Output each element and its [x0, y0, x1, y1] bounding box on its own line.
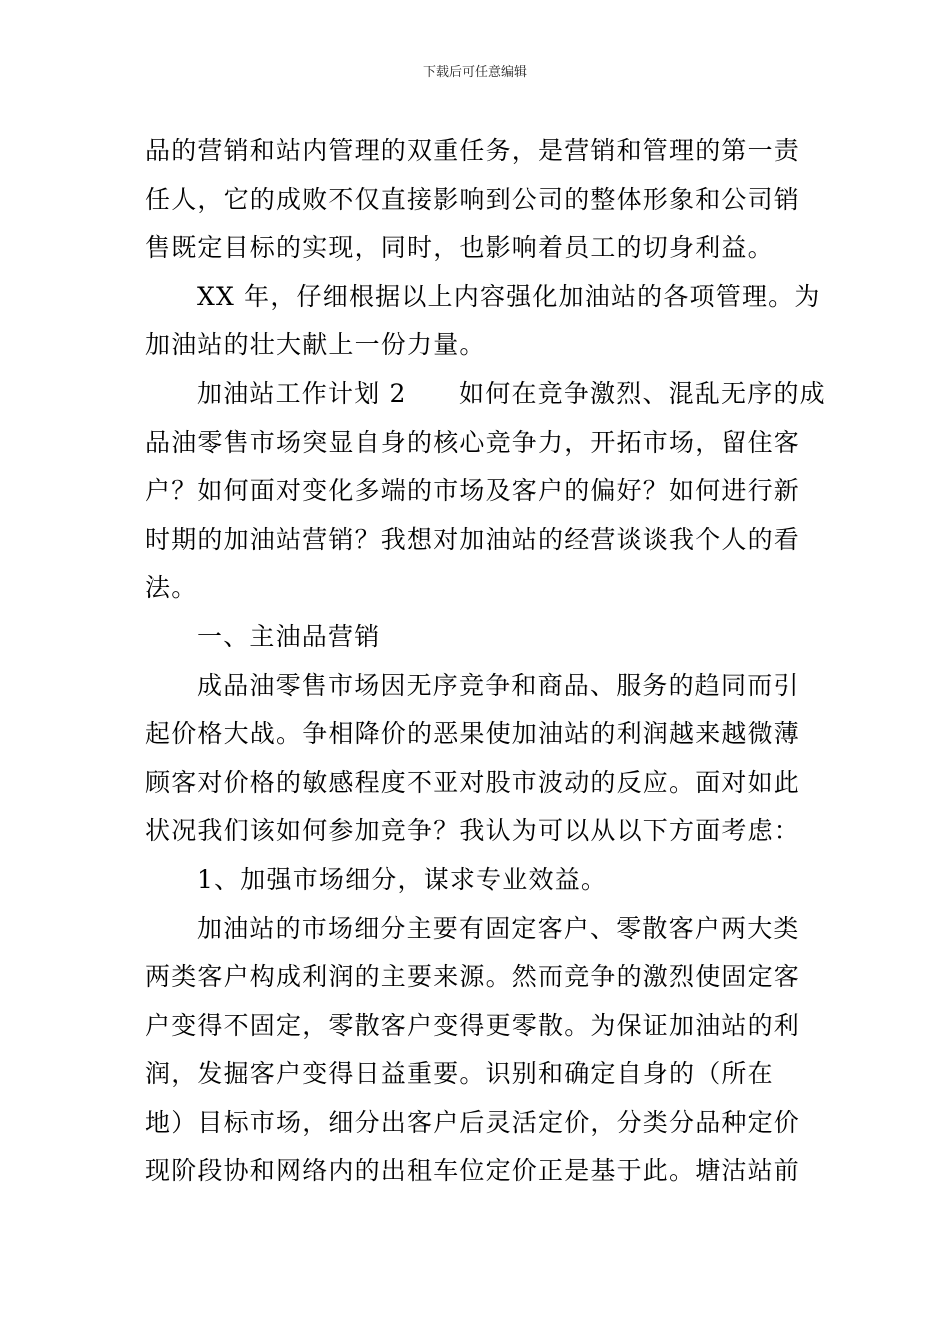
page-header: 下载后可任意编辑 [422, 65, 527, 80]
text-line-13: 起价格大战。争相降价的恶果使加油站的利润越来越微薄 [145, 719, 801, 749]
text-line-21: 地）目标市场，细分出客户后灵活定价，分类分品种定价 [145, 1107, 801, 1137]
text-line-6: 加油站工作计划 2 如何在竞争激烈、混乱无序的成 [197, 378, 826, 408]
text-line-18: 两类客户构成利润的主要来源。然而竞争的激烈使固定客 [145, 962, 801, 992]
text-line-9: 时期的加油站营销？我想对加油站的经营谈谈我个人的看 [145, 524, 801, 554]
text-line-4: XX 年，仔细根据以上内容强化加油站的各项管理。为 [197, 281, 821, 311]
text-line-19: 户变得不固定，零散客户变得更零散。为保证加油站的利 [145, 1010, 801, 1040]
text-line-5: 加油站的壮大献上一份力量。 [145, 330, 486, 360]
text-line-17: 加油站的市场细分主要有固定客户、零散客户两大类 [197, 913, 800, 943]
text-line-14: 顾客对价格的敏感程度不亚对股市波动的反应。面对如此 [145, 767, 801, 797]
text-line-20: 润，发掘客户变得日益重要。识别和确定自身的（所在 [145, 1059, 774, 1089]
subsection-heading: 1、加强市场细分，谋求专业效益。 [197, 864, 608, 894]
text-line-15: 状况我们该如何参加竞争？我认为可以从以下方面考虑： [145, 816, 801, 846]
text-line-7: 品油零售市场突显自身的核心竞争力，开拓市场，留住客 [145, 427, 801, 457]
section-heading: 一、主油品营销 [197, 621, 381, 651]
text-line-10: 法。 [145, 573, 198, 603]
text-line-2: 任人，它的成败不仅直接影响到公司的整体形象和公司销 [145, 184, 801, 214]
text-line-12: 成品油零售市场因无序竞争和商品、服务的趋同而引 [197, 670, 800, 700]
text-line-1: 品的营销和站内管理的双重任务，是营销和管理的第一责 [145, 136, 801, 165]
text-line-3: 售既定目标的实现，同时，也影响着员工的切身利益。 [145, 233, 774, 263]
document-body [145, 127, 826, 1196]
text-line-8: 户？如何面对变化多端的市场及客户的偏好？如何进行新 [145, 476, 801, 506]
text-line-22: 现阶段协和网络内的出租车位定价正是基于此。塘沽站前 [145, 1156, 801, 1186]
